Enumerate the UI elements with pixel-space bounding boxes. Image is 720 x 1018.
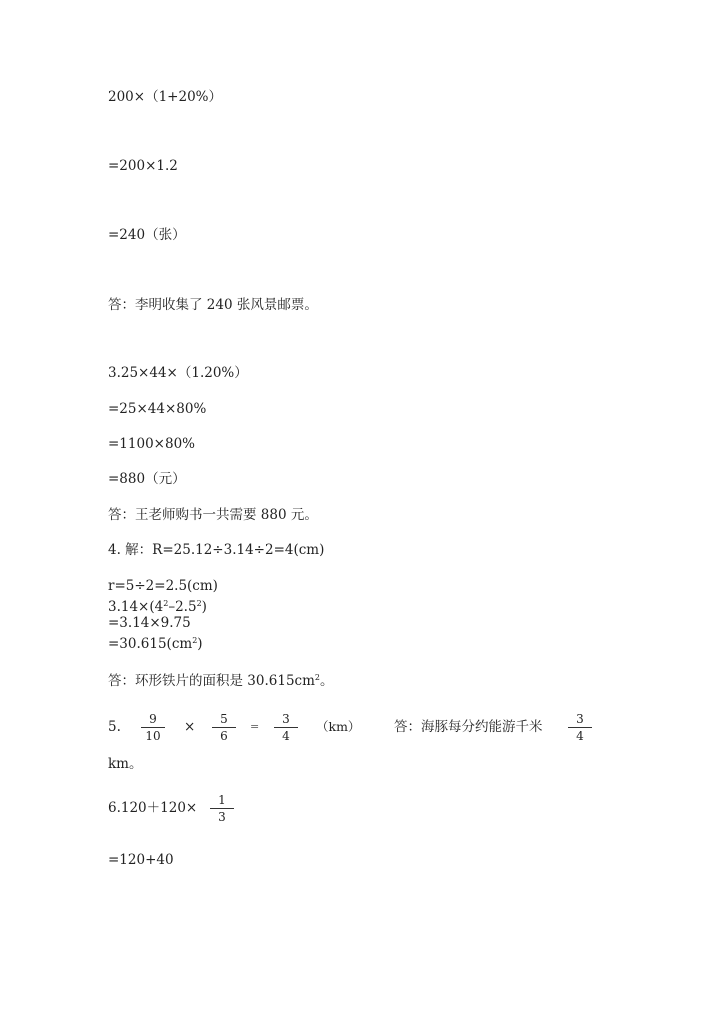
calc-line-1: 200×（1+20%） — [108, 89, 222, 105]
q5-fraction-4: 3 4 — [568, 712, 592, 743]
q5-unit: （km） — [316, 719, 361, 734]
calc-line-11: =3.14×9.75 — [108, 615, 191, 631]
q5-equals-sign: = — [250, 720, 260, 733]
calc-line-8: 4. 解：R=25.12÷3.14÷2=4(cm) — [108, 542, 325, 558]
answer-line-2: 答：王老师购书一共需要 880 元。 — [108, 507, 318, 523]
calc-line-9: r=5÷2=2.5(cm) — [108, 578, 218, 594]
calc-line-7: =880（元） — [108, 471, 186, 487]
q6-expression: 6.120＋120× — [108, 800, 198, 816]
q5-answer-tail: km。 — [108, 756, 143, 772]
q5-times-sign: × — [184, 719, 196, 735]
calc-line-6: =1100×80% — [108, 436, 195, 452]
answer-line-3: 答：环形铁片的面积是 $30.615cm^2$。 — [108, 673, 334, 689]
answer-line-1: 答：李明收集了 240 张风景邮票。 — [108, 297, 318, 313]
q5-answer-text: 答：海豚每分约能游千米 — [394, 719, 543, 735]
calc-line-10: $3.14\times(4^2-2.5^2)$ — [108, 599, 207, 615]
calc-line-4: 3.25×44×（1.20%） — [108, 365, 248, 381]
calc-line-3: =240（张） — [108, 227, 186, 243]
calc-line-5: =25×44×80% — [108, 401, 207, 417]
q5-number: 5. — [108, 719, 121, 735]
calc-line-12: $=30.615(cm^2)$ — [108, 636, 203, 652]
q5-fraction-3: 3 4 — [274, 712, 298, 743]
calc-line-2: =200×1.2 — [108, 158, 178, 174]
q5-fraction-1: 9 10 — [141, 712, 165, 743]
q6-result: =120+40 — [108, 852, 174, 868]
q6-fraction: 1 3 — [210, 793, 234, 824]
q5-fraction-2: 5 6 — [212, 712, 236, 743]
